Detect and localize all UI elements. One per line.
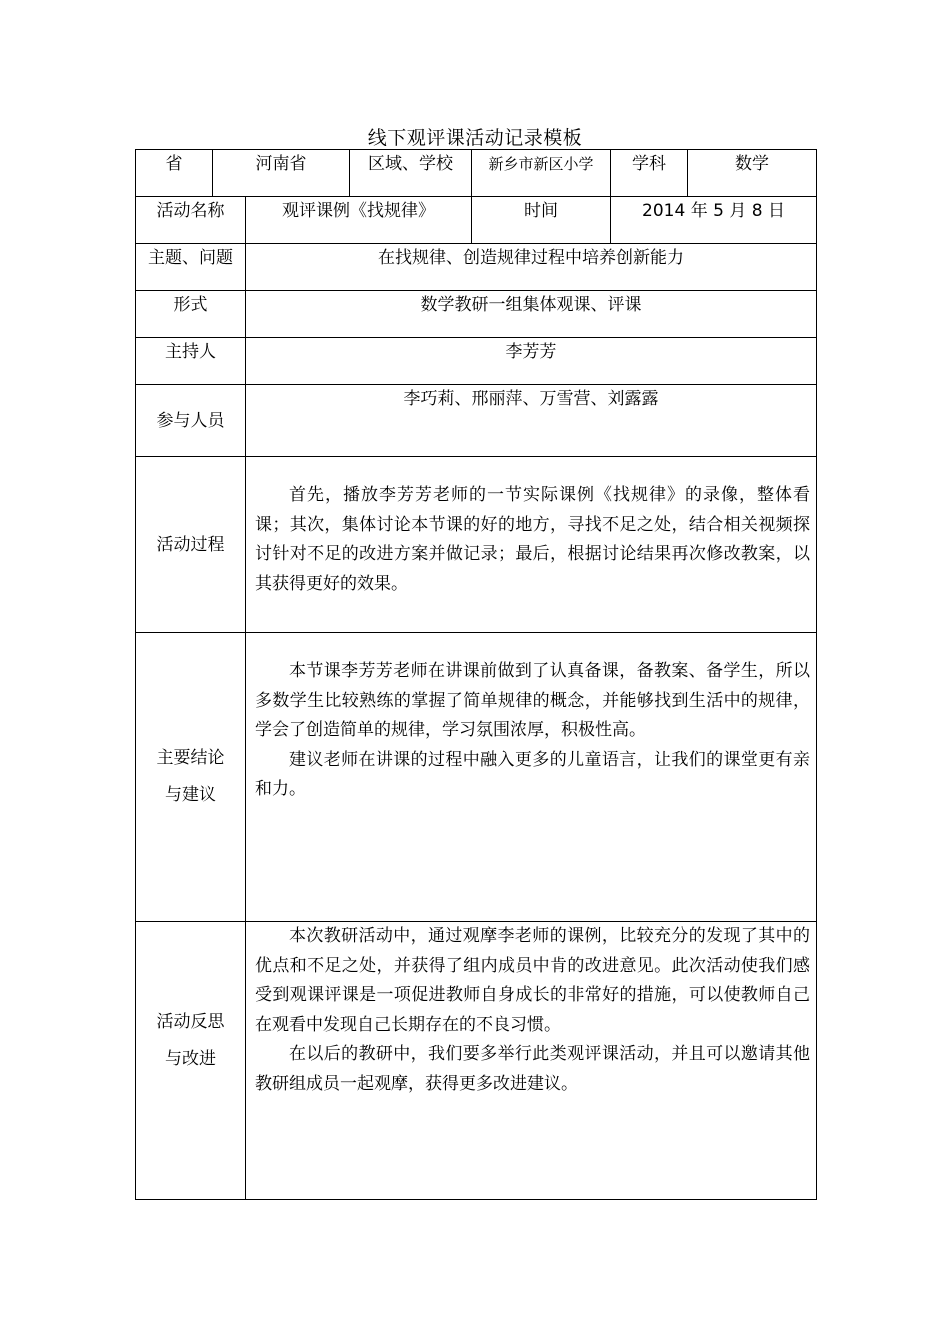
subject-value: 数学 — [688, 150, 817, 197]
form-value: 数学教研一组集体观课、评课 — [246, 291, 817, 338]
row-form — [136, 291, 817, 338]
form-label: 形式 — [136, 291, 246, 338]
activity-name-value: 观评课例《找规律》 — [246, 197, 472, 244]
conclusion-paragraph-2: 建议老师在讲课的过程中融入更多的儿童语言，让我们的课堂更有亲和力。 — [255, 749, 810, 799]
process-content — [246, 457, 817, 633]
process-label: 活动过程 — [136, 457, 246, 633]
province-label: 省 — [136, 150, 213, 197]
conclusion-paragraph-1: 本节课李芳芳老师在讲课前做到了认真备课，备教案、备学生，所以多数学生比较熟练的掌握了简单规律的概念，并能够找到生活中的规律，学会了创造简单的规律，学习氛围浓厚，积极性高。 — [255, 661, 810, 740]
theme-value: 在找规律、创造规律过程中培养创新能力 — [246, 244, 817, 291]
row-activity — [136, 197, 817, 244]
row-participants — [136, 385, 817, 457]
reflection-label — [136, 922, 246, 1200]
row-theme — [136, 244, 817, 291]
conclusion-label — [136, 633, 246, 922]
row-process — [136, 457, 817, 633]
document-title: 线下观评课活动记录模板 — [367, 127, 583, 149]
participants-label: 参与人员 — [136, 385, 246, 457]
row-basic-info — [136, 150, 817, 197]
area-label: 区域、学校 — [350, 150, 472, 197]
theme-label: 主题、问题 — [136, 244, 246, 291]
conclusion-label-line2: 与建议 — [165, 785, 216, 805]
time-value: 2014 年 5 月 8 日 — [611, 197, 817, 244]
host-label: 主持人 — [136, 338, 246, 385]
record-table — [135, 149, 817, 1200]
row-reflection — [136, 922, 817, 1200]
reflection-content — [246, 922, 817, 1200]
participants-value: 李巧莉、邢丽萍、万雪营、刘露露 — [246, 385, 817, 457]
time-label: 时间 — [472, 197, 611, 244]
subject-label: 学科 — [611, 150, 688, 197]
reflection-label-line1: 活动反思 — [156, 1011, 225, 1032]
row-host — [136, 338, 817, 385]
activity-name-label: 活动名称 — [136, 197, 246, 244]
conclusion-content — [246, 633, 817, 922]
area-value: 新乡市新区小学 — [472, 150, 611, 197]
conclusion-label-line1: 主要结论 — [156, 748, 225, 768]
reflection-paragraph-2: 在以后的教研中，我们要多举行此类观评课活动，并且可以邀请其他教研组成员一起观摩，获得更多改进建议。 — [255, 1044, 810, 1094]
province-value: 河南省 — [213, 150, 350, 197]
process-paragraph: 首先，播放李芳芳老师的一节实际课例《找规律》的录像，整体看课；其次，集体讨论本节课的好的地方，寻找不足之处，结合相关视频探讨针对不足的改进方案并做记录；最后，根据讨论结果再次修改教案，以其获得更好的效果。 — [255, 485, 810, 594]
host-value: 李芳芳 — [246, 338, 817, 385]
reflection-label-line2: 与改进 — [165, 1048, 216, 1069]
reflection-paragraph-1: 本次教研活动中，通过观摩李老师的课例，比较充分的发现了其中的优点和不足之处，并获得了组内成员中肯的改进意见。此次活动使我们感受到观课评课是一项促进教师自身成长的非常好的措施，可以使教师自己在观看中发现自己长期存在的不良习惯。 — [255, 926, 810, 1035]
row-conclusion — [136, 633, 817, 922]
